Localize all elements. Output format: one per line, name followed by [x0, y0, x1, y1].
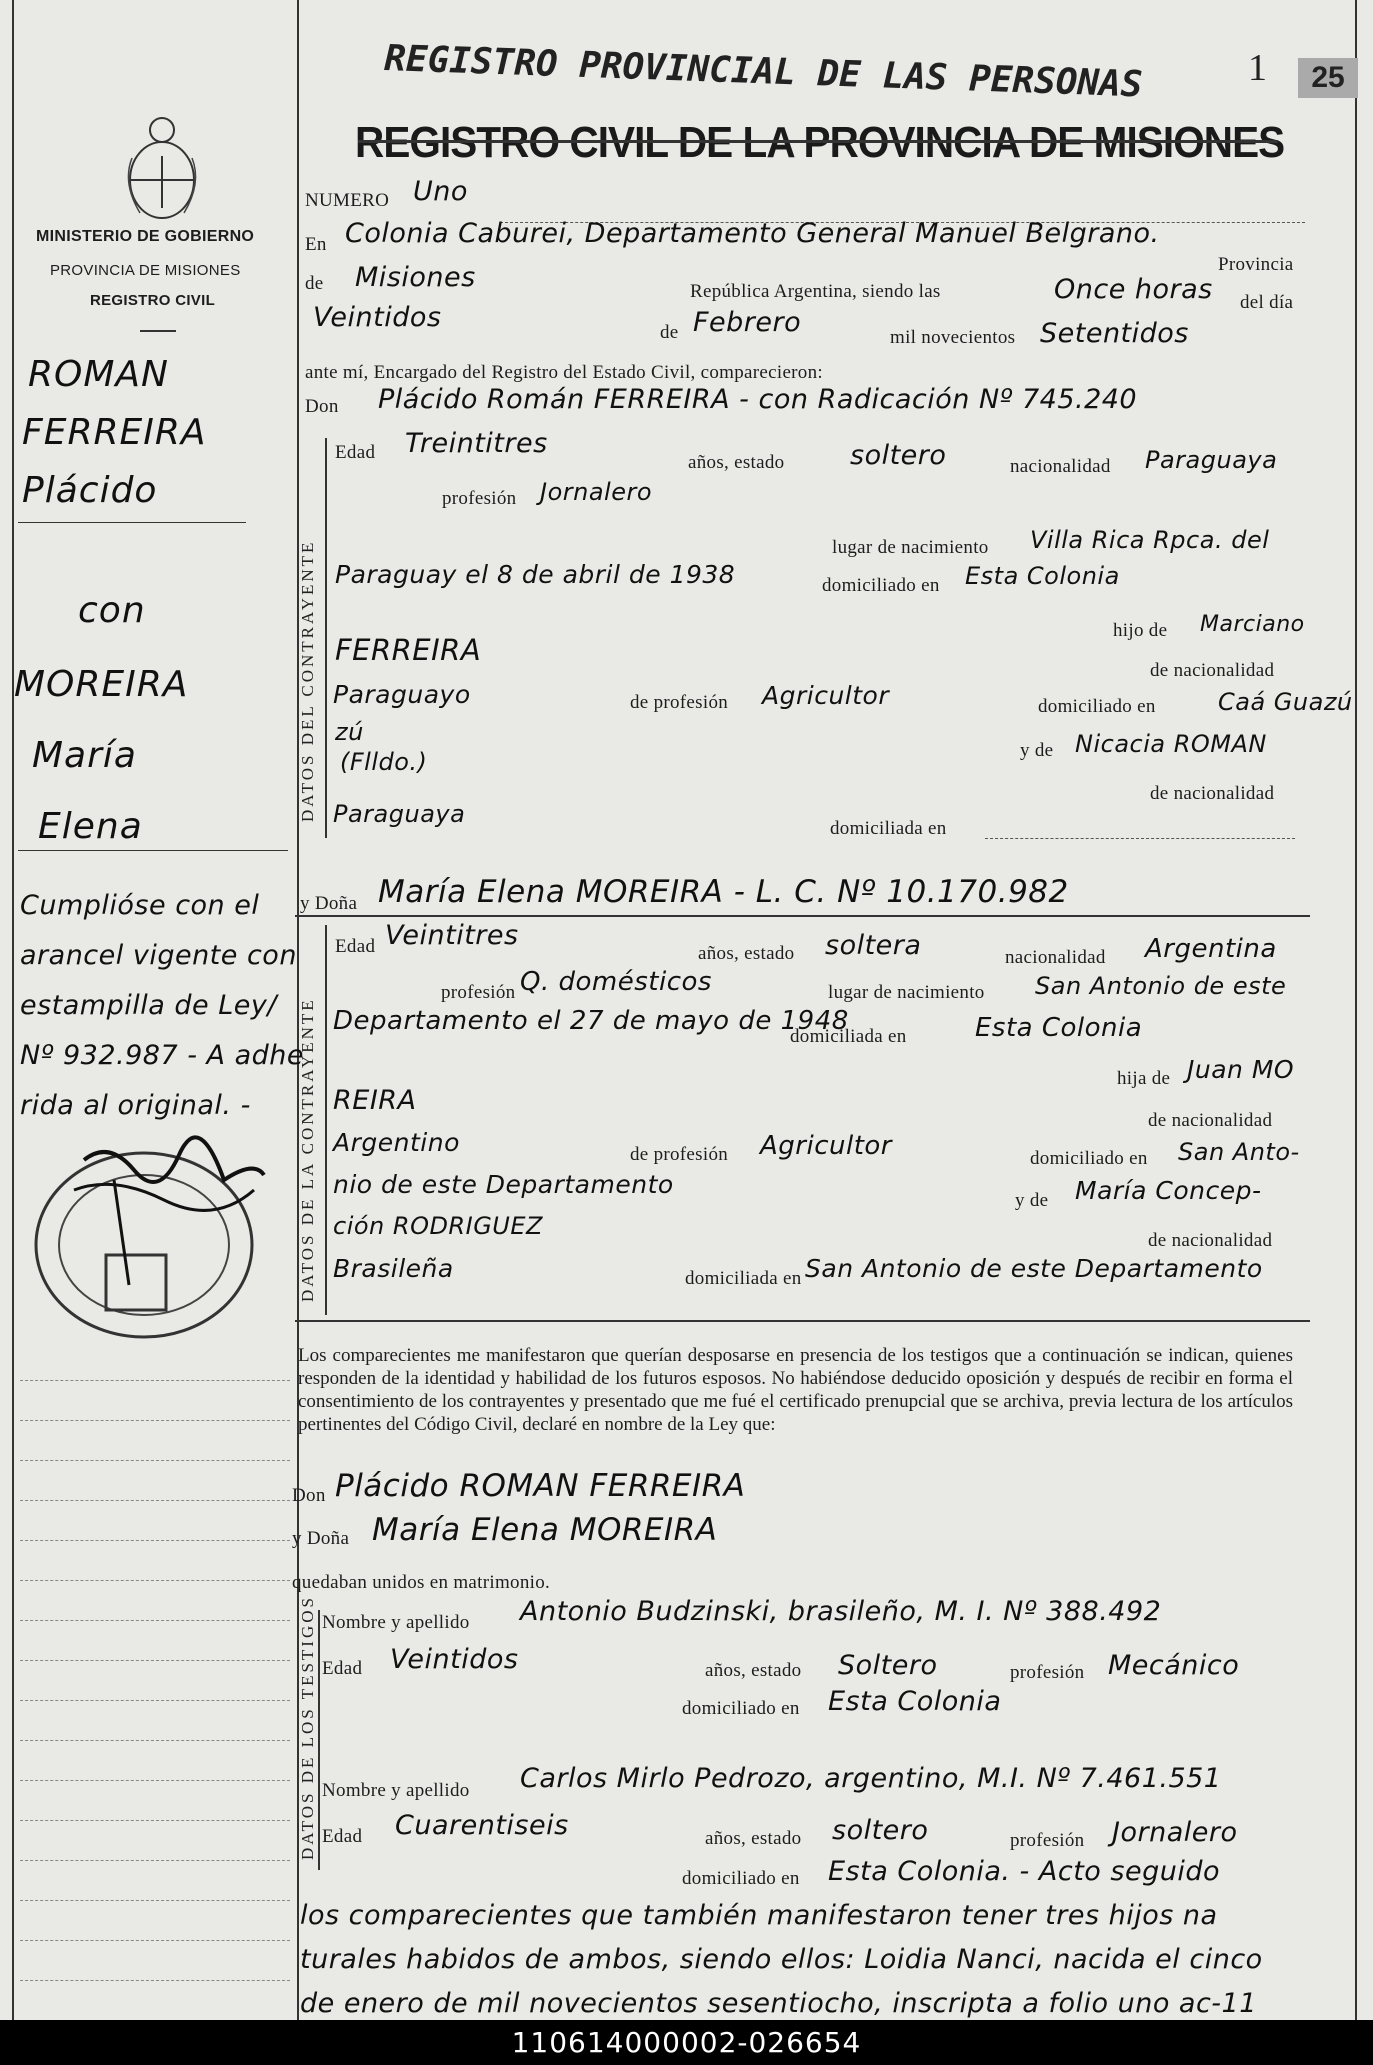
- margin-name-line: Plácido: [22, 470, 158, 511]
- margin-ruled-line: [20, 1540, 290, 1541]
- field-bride-mother-b: ción RODRIGUEZ: [333, 1212, 543, 1240]
- label-edad: Edad: [335, 442, 376, 463]
- field-groom-father-note: (Flldo.): [340, 748, 428, 776]
- ministry-label: MINISTERIO DE GOBIERNO: [36, 228, 255, 245]
- barcode-footer: 110614000002-026654: [0, 2020, 1373, 2065]
- field-witness1-name: Antonio Budzinski, brasileño, M. I. Nº 388.492: [520, 1596, 1162, 1627]
- field-year: Setentidos: [1040, 318, 1189, 349]
- province-label: PROVINCIA DE MISIONES: [50, 262, 241, 279]
- label-de: de: [660, 322, 679, 343]
- field-witness2-name: Carlos Mirlo Pedrozo, argentino, M.I. Nº 7.461.551: [520, 1763, 1222, 1794]
- stamped-title: REGISTRO PROVINCIAL DE LAS PERSONAS: [383, 38, 1144, 106]
- margin-name-line: ROMAN: [28, 354, 169, 395]
- label-profesion: profesión: [441, 982, 516, 1003]
- margin-name-line: MOREIRA: [14, 664, 189, 705]
- field-groom-age: Treintitres: [405, 428, 548, 459]
- continuation-line: de enero de mil novecientos sesentiocho, inscripta a folio uno ac-11: [300, 1988, 1257, 2019]
- label-republica: República Argentina, siendo las: [690, 281, 941, 302]
- page-tab-corner: 25: [1298, 58, 1358, 98]
- registry-label: REGISTRO CIVIL: [90, 292, 216, 309]
- label-profesion: profesión: [1010, 1662, 1085, 1683]
- margin-ruled-line: [20, 1980, 290, 1981]
- section-bar: [325, 925, 327, 1315]
- printed-title: REGISTRO CIVIL DE LA PROVINCIA DE MISIONES: [355, 118, 1285, 167]
- margin-note-line: Nº 932.987 - A adhe: [20, 1040, 305, 1071]
- margin-ruled-line: [20, 1780, 290, 1781]
- label-numero: NUMERO: [305, 190, 390, 211]
- field-decl-bride: María Elena MOREIRA: [372, 1512, 718, 1548]
- field-witness2-residence: Esta Colonia. - Acto seguido: [828, 1856, 1220, 1887]
- label-lugar-nacimiento: lugar de nacimiento: [828, 982, 985, 1003]
- label-profesion: profesión: [1010, 1830, 1085, 1851]
- declaration-paragraph: Los comparecientes me manifestaron que querían desposarse en presencia de los testigos que a continuación se indican, quienes responden de la identidad y habilidad de los futuros esposos. No habiéndose deducido oposición y después de recibir en forma el consentimiento de los contrayentes y presentado que me fué el certificado prenupcial que se archiva, previa lectura de los artículos pertinentes del Código Civil, declaré en nombre de la Ley que:: [298, 1345, 1293, 1435]
- label-lugar-nacimiento: lugar de nacimiento: [832, 537, 989, 558]
- field-groom-nationality: Paraguaya: [1145, 446, 1278, 474]
- label-provincia: Provincia: [1218, 254, 1294, 275]
- field-bride-nationality: Argentina: [1145, 934, 1277, 964]
- field-bride-status: soltera: [825, 930, 922, 961]
- coat-of-arms-emblem: [112, 108, 212, 223]
- section-label-groom: DATOS DEL CONTRAYENTE: [298, 539, 317, 822]
- field-groom-mother: Nicacia ROMAN: [1075, 730, 1267, 758]
- margin-ruled-line: [20, 1660, 290, 1661]
- continuation-line: turales habidos de ambos, siendo ellos: Loidia Nanci, nacida el cinco: [300, 1944, 1263, 1975]
- field-month: Febrero: [693, 307, 802, 338]
- label-edad: Edad: [322, 1658, 363, 1679]
- label-domiciliada: domiciliada en: [790, 1026, 907, 1047]
- field-bride-residence: Esta Colonia: [975, 1013, 1143, 1043]
- label-y-dona: y Doña: [292, 1528, 350, 1549]
- label-anos-estado: años, estado: [705, 1660, 802, 1681]
- field-numero: Uno: [413, 176, 468, 207]
- label-de-nacionalidad: de nacionalidad: [1150, 660, 1275, 681]
- label-y-de: y de: [1020, 740, 1054, 761]
- label-hija-de: hija de: [1117, 1068, 1171, 1089]
- field-place: Colonia Caburei, Departamento General Manuel Belgrano.: [345, 218, 1160, 249]
- label-nacionalidad: nacionalidad: [1005, 947, 1106, 968]
- label-de: de: [305, 273, 324, 294]
- margin-ruled-line: [20, 1380, 290, 1381]
- field-bride-father-residence-a: San Anto-: [1178, 1138, 1300, 1166]
- label-anos-estado: años, estado: [698, 943, 795, 964]
- label-del-dia: del día: [1240, 292, 1294, 313]
- label-de-profesion: de profesión: [630, 1144, 729, 1165]
- margin-note-line: rida al original. -: [20, 1090, 251, 1121]
- field-groom-profession: Jornalero: [540, 478, 653, 506]
- field-witness1-status: Soltero: [838, 1650, 938, 1681]
- label-de-nacionalidad: de nacionalidad: [1150, 783, 1275, 804]
- field-province: Misiones: [355, 262, 476, 293]
- margin-ruled-line: [20, 1500, 290, 1501]
- margin-note-line: arancel vigente con: [20, 940, 297, 971]
- field-bride-birthplace-a: San Antonio de este: [1035, 972, 1287, 1000]
- field-bride-age: Veintitres: [385, 920, 519, 951]
- label-nombre-apellido: Nombre y apellido: [322, 1780, 470, 1801]
- margin-ruled-line: [20, 1420, 290, 1421]
- margin-ruled-line: [20, 1900, 290, 1901]
- label-y-dona: y Doña: [300, 893, 358, 914]
- field-groom-father-profession: Agricultor: [762, 681, 890, 710]
- label-anos-estado: años, estado: [705, 1828, 802, 1849]
- label-domiciliado: domiciliado en: [822, 575, 940, 596]
- field-day: Veintidos: [313, 302, 442, 333]
- title-strikethrough: [358, 140, 1278, 143]
- section-rule: [295, 915, 1310, 917]
- section-bar: [318, 1610, 320, 1870]
- label-don: Don: [305, 396, 339, 417]
- margin-underline: [18, 850, 288, 851]
- field-groom-father-a: Marciano: [1200, 612, 1305, 637]
- label-ante-mi: ante mí, Encargado del Registro del Estado Civil, comparecieron:: [305, 362, 823, 383]
- field-witness1-age: Veintidos: [390, 1644, 519, 1675]
- margin-ruled-line: [20, 1580, 290, 1581]
- label-mil-novecientos: mil novecientos: [890, 327, 1016, 348]
- continuation-line: los comparecientes que también manifestaron tener tres hijos na: [300, 1900, 1218, 1931]
- label-de-nacionalidad: de nacionalidad: [1148, 1110, 1273, 1131]
- margin-name-line: Elena: [38, 806, 143, 847]
- section-label-bride: DATOS DE LA CONTRAYENTE: [298, 997, 317, 1302]
- field-witness1-profession: Mecánico: [1108, 1650, 1240, 1681]
- field-decl-groom: Plácido ROMAN FERREIRA: [335, 1468, 746, 1504]
- field-groom-father-b: FERREIRA: [335, 633, 482, 667]
- fill-line: [985, 838, 1295, 839]
- field-bride-father-a: Juan MO: [1187, 1055, 1295, 1084]
- field-hour: Once horas: [1054, 274, 1213, 305]
- label-en: En: [305, 234, 327, 255]
- field-bride-mother-a: María Concep-: [1075, 1176, 1262, 1205]
- field-groom-father-residence-b: zú: [335, 718, 364, 746]
- margin-name-line: María: [32, 735, 137, 776]
- field-bride-father-nationality: Argentino: [333, 1128, 460, 1157]
- label-nacionalidad: nacionalidad: [1010, 456, 1111, 477]
- label-domiciliado-en: domiciliado en: [1038, 696, 1156, 717]
- section-rule: [295, 1320, 1310, 1322]
- label-domiciliada-en: domiciliada en: [685, 1268, 802, 1289]
- label-y-de: y de: [1015, 1190, 1049, 1211]
- official-stamp-seal: [14, 1120, 284, 1360]
- field-bride-father-b: REIRA: [333, 1085, 417, 1116]
- field-bride-birthplace-b: Departamento el 27 de mayo de 1948: [333, 1006, 849, 1036]
- margin-ruled-line: [20, 1940, 290, 1941]
- field-witness1-residence: Esta Colonia: [828, 1686, 1002, 1717]
- section-bar: [325, 438, 327, 838]
- label-de-nacionalidad: de nacionalidad: [1148, 1230, 1273, 1251]
- field-witness2-age: Cuarentiseis: [395, 1810, 569, 1841]
- field-groom-name: Plácido Román FERREIRA - con Radicación Nº 745.240: [378, 384, 1138, 415]
- page-number: 1: [1248, 47, 1267, 89]
- margin-ruled-line: [20, 1620, 290, 1621]
- field-witness2-profession: Jornalero: [1112, 1817, 1238, 1848]
- field-bride-father-residence-b: nio de este Departamento: [333, 1170, 674, 1199]
- field-groom-birthplace-a: Villa Rica Rpca. del: [1030, 526, 1270, 554]
- field-bride-profession: Q. domésticos: [520, 967, 712, 997]
- label-domiciliado-en: domiciliado en: [1030, 1148, 1148, 1169]
- field-bride-mother-residence: San Antonio de este Departamento: [805, 1254, 1263, 1283]
- label-hijo-de: hijo de: [1113, 620, 1168, 641]
- margin-ruled-line: [20, 1860, 290, 1861]
- right-border: [1355, 0, 1357, 2020]
- section-label-witnesses: DATOS DE LOS TESTIGOS: [298, 1595, 317, 1860]
- margin-ruled-line: [20, 1820, 290, 1821]
- label-profesion: profesión: [442, 488, 517, 509]
- field-groom-birthplace-b: Paraguay el 8 de abril de 1938: [335, 560, 736, 589]
- label-de-profesion: de profesión: [630, 692, 729, 713]
- left-border: [12, 0, 14, 2020]
- label-domiciliada-en: domiciliada en: [830, 818, 947, 839]
- margin-name-line: FERREIRA: [22, 412, 207, 453]
- field-bride-father-profession: Agricultor: [760, 1131, 892, 1161]
- field-bride-mother-nationality: Brasileña: [333, 1254, 454, 1283]
- label-edad: Edad: [335, 936, 376, 957]
- field-bride-name: María Elena MOREIRA - L. C. Nº 10.170.982: [378, 874, 1069, 910]
- label-quedaban: quedaban unidos en matrimonio.: [292, 1572, 551, 1593]
- label-domiciliado-en: domiciliado en: [682, 1868, 800, 1889]
- margin-underline: [18, 522, 246, 523]
- label-nombre-apellido: Nombre y apellido: [322, 1612, 470, 1633]
- margin-name-line: con: [78, 590, 146, 631]
- margin-note-line: estampilla de Ley/: [20, 990, 277, 1021]
- margin-ruled-line: [20, 1460, 290, 1461]
- field-witness2-status: soltero: [832, 1815, 929, 1846]
- field-groom-status: soltero: [850, 440, 947, 471]
- field-groom-father-residence-a: Caá Guazú: [1218, 688, 1353, 716]
- field-groom-mother-nationality: Paraguaya: [333, 800, 466, 828]
- header-separator: [140, 330, 176, 332]
- margin-ruled-line: [20, 1740, 290, 1741]
- margin-note-line: Cumplióse con el: [20, 890, 260, 921]
- label-anos-estado: años, estado: [688, 452, 785, 473]
- label-don: Don: [292, 1485, 326, 1506]
- label-edad: Edad: [322, 1826, 363, 1847]
- label-domiciliado-en: domiciliado en: [682, 1698, 800, 1719]
- margin-ruled-line: [20, 1700, 290, 1701]
- field-groom-residence: Esta Colonia: [965, 562, 1120, 590]
- field-groom-father-nationality: Paraguayo: [333, 680, 471, 709]
